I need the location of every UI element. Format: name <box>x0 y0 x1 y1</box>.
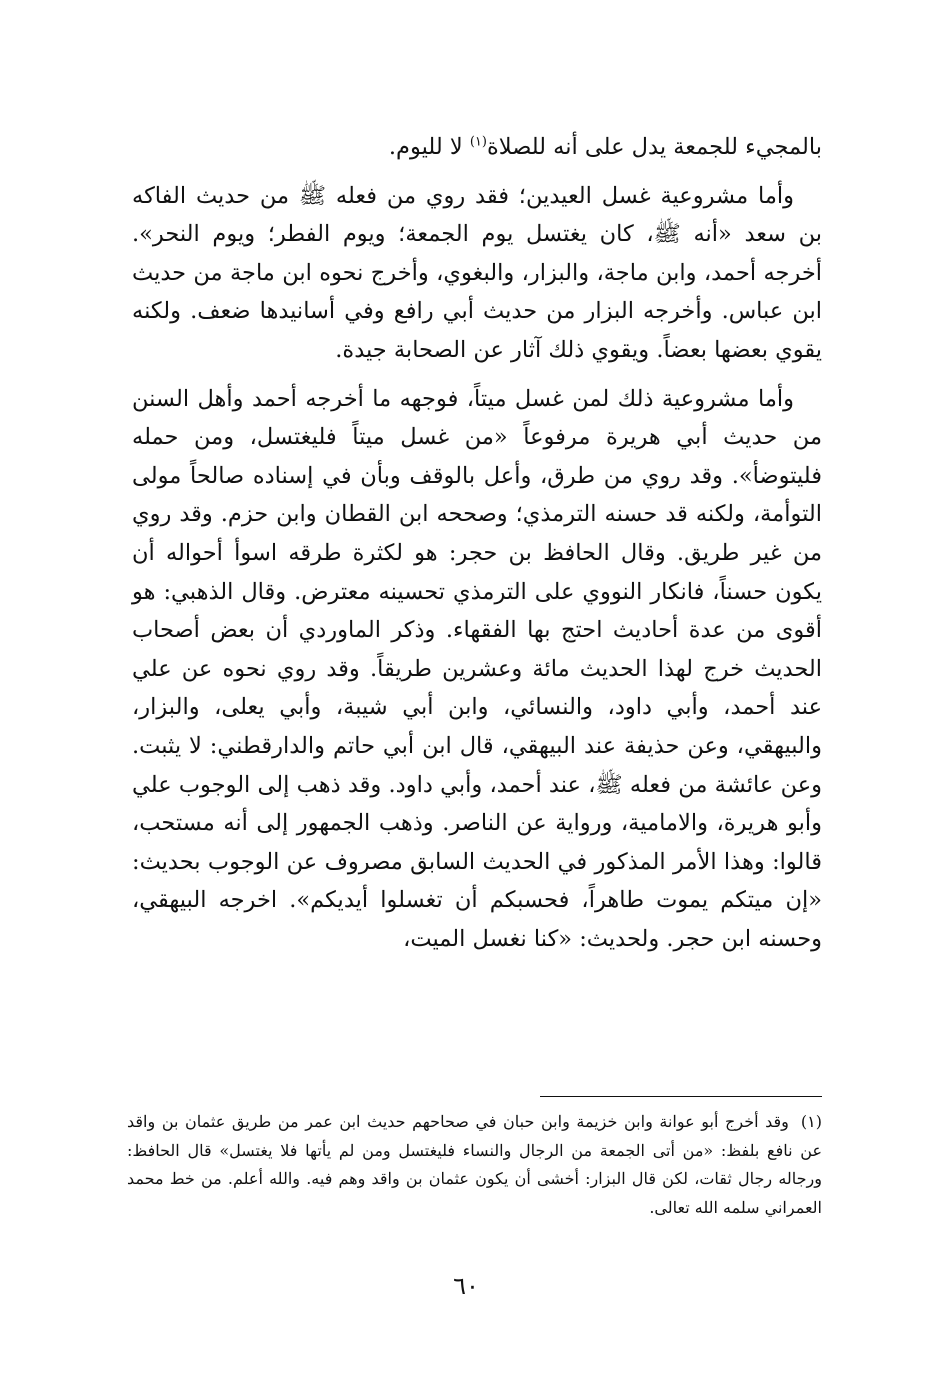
footnote-divider <box>540 1096 822 1097</box>
page-number: ٦٠ <box>453 1272 479 1300</box>
paragraph-washing-dead: وأما مشروعية ذلك لمن غسل ميتاً، فوجهه ما أخرجه أحمد وأهل السنن من حديث أبي هريرة مرفوعاً «من غسل ميتاً فليغتسل، ومن حمله فليتوضأ». وقد روي من طرق، وأعل بالوقف وبأن في إسناده صالحاً مولى التوأمة، ولكنه قد حسنه الترمذي؛ وصححه ابن القطان وابن حزم. وقد روي من غير طريق. وقال الحافظ بن حجر: هو لكثرة طرقه اسوأ أحواله أن يكون حسناً، فانكار النووي على الترمذي تحسينه معترض. وقال الذهبي: هو أقوى من عدة أحاديث احتج بها الفقهاء. وذكر الماوردي أن بعض أصحاب الحديث خرج لهذا الحديث مائة وعشرين طريقاً. وقد روي نحوه عن علي عند أحمد، وأبي داود، والنسائي، وابن أبي شيبة، وأبي يعلى، والبزار، والبيهقي، وعن حذيفة عند البيهقي، قال ابن أبي حاتم والدارقطني: لا يثبت. وعن عائشة من فعله ﷺ، عند أحمد، وأبي داود. وقد ذهب إلى الوجوب علي وأبو هريرة، والامامية، ورواية عن الناصر. وذهب الجمهور إلى أنه مستحب، قالوا: وهذا الأمر المذكور في الحديث السابق مصروف عن الوجوب بحديث: «إن ميتكم يموت طاهراً، فحسبكم أن تغسلوا أيديكم». اخرجه البيهقي، وحسنه ابن حجر. ولحديث: «كنا نغسل الميت، <box>132 385 822 952</box>
footnote-paragraph <box>127 1108 822 1222</box>
paragraph-text: بالمجيء للجمعة يدل على أنه للصلاة <box>486 134 822 160</box>
footnote-reference: (١) <box>469 134 487 150</box>
paragraph-eid-bath: وأما مشروعية غسل العيدين؛ فقد روي من فعله ﷺ من حديث الفاكه بن سعد «أنه ﷺ، كان يغتسل يوم الجمعة؛ ويوم الفطر؛ ويوم النحر». أخرجه أحمد، وابن ماجة، والبزار، والبغوي، وأخرج نحوه ابن ماجة من حديث ابن عباس. وأخرجه البزار من حديث أبي رافع وفي أسانيدها ضعف. ولكنه يقوي بعضها بعضاً. ويقوي ذلك آثار عن الصحابة جيدة. <box>132 182 822 363</box>
footnote-number: (١) <box>800 1112 823 1131</box>
paragraph-tail: لا لليوم. <box>388 134 470 160</box>
paragraph-continuation <box>132 128 822 167</box>
footnote <box>127 1108 822 1222</box>
footnote-text: وقد أخرج أبو عوانة وابن خزيمة وابن حبان في صحاحهم حديث ابن عمر من طريق عثمان بن واقد عن نافع بلفظ: «من أتى الجمعة من الرجال والنساء فليغتسل ومن لم يأتها فلا يغتسل» قال الحافظ: ورجاله رجال ثقات، لكن قال البزار: أخشى أن يكون عثمان بن واقد وهم فيه. والله أعلم. من خط محمد العمراني سلمه الله تعالى. <box>127 1112 822 1217</box>
main-text <box>132 128 822 968</box>
